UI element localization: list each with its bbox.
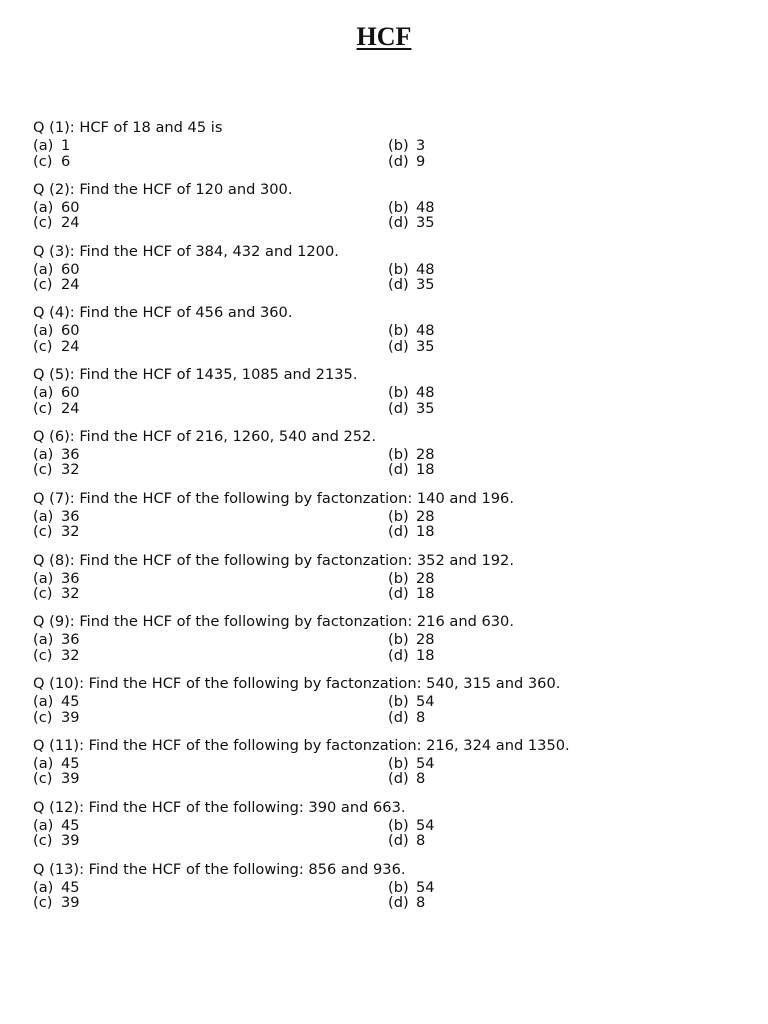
option-value: 36 xyxy=(61,631,80,649)
option-value: 24 xyxy=(61,276,80,294)
option-c xyxy=(33,277,80,293)
question-text: Q (10): Find the HCF of the following by factonzation: 540, 315 and 360. xyxy=(33,675,561,693)
option-label: (b) xyxy=(388,137,409,154)
option-row-cd xyxy=(33,524,753,540)
question-12 xyxy=(33,798,753,860)
option-c xyxy=(33,586,80,602)
option-row-cd xyxy=(33,710,753,726)
option-label: (c) xyxy=(33,770,53,788)
option-d xyxy=(388,833,425,849)
option-label: (c) xyxy=(33,894,53,912)
option-value: 39 xyxy=(61,770,80,788)
option-value: 39 xyxy=(61,708,80,726)
option-b xyxy=(388,632,435,648)
option-label: (d) xyxy=(388,523,409,541)
option-value: 35 xyxy=(416,276,435,294)
page-title-text: HCF xyxy=(356,22,412,51)
question-text: Q (3): Find the HCF of 384, 432 and 1200. xyxy=(33,242,339,260)
option-a xyxy=(33,694,80,710)
option-a xyxy=(33,509,80,525)
question-13 xyxy=(33,860,753,922)
question-5 xyxy=(33,365,753,427)
option-row-ab xyxy=(33,323,753,339)
option-label: (b) xyxy=(388,878,409,896)
option-d xyxy=(388,277,435,293)
option-value: 60 xyxy=(61,260,80,278)
question-2 xyxy=(33,180,753,242)
option-value: 18 xyxy=(416,585,435,603)
question-text: Q (9): Find the HCF of the following by factonzation: 216 and 630. xyxy=(33,613,514,631)
option-value: 32 xyxy=(61,585,80,603)
option-label: (c) xyxy=(33,523,53,541)
option-d xyxy=(388,524,435,540)
option-value: 60 xyxy=(61,198,80,216)
option-label: (b) xyxy=(388,816,409,834)
option-value: 8 xyxy=(416,708,426,726)
option-label: (b) xyxy=(388,322,409,340)
option-d xyxy=(388,401,435,417)
option-label: (c) xyxy=(33,585,53,603)
option-value: 48 xyxy=(416,384,435,402)
question-text: Q (11): Find the HCF of the following by factonzation: 216, 324 and 1350. xyxy=(33,736,570,754)
option-row-ab xyxy=(33,385,753,401)
option-value: 32 xyxy=(61,523,80,541)
question-6 xyxy=(33,427,753,489)
option-value: 36 xyxy=(61,445,80,463)
option-label: (c) xyxy=(33,214,53,232)
option-label: (b) xyxy=(388,384,409,402)
option-a xyxy=(33,385,80,401)
option-value: 24 xyxy=(61,214,80,232)
option-row-ab xyxy=(33,262,753,278)
option-label: (c) xyxy=(33,832,53,850)
option-row-ab xyxy=(33,880,753,896)
option-row-cd xyxy=(33,895,753,911)
option-value: 24 xyxy=(61,337,80,355)
option-d xyxy=(388,710,425,726)
option-a xyxy=(33,262,80,278)
option-b xyxy=(388,200,435,216)
option-row-cd xyxy=(33,586,753,602)
option-row-cd xyxy=(33,833,753,849)
question-3 xyxy=(33,242,753,304)
option-d xyxy=(388,339,435,355)
option-value: 28 xyxy=(416,569,435,587)
option-value: 32 xyxy=(61,461,80,479)
option-value: 18 xyxy=(416,646,435,664)
option-label: (d) xyxy=(388,832,409,850)
option-label: (c) xyxy=(33,337,53,355)
option-label: (c) xyxy=(33,646,53,664)
option-label: (b) xyxy=(388,507,409,525)
option-row-ab xyxy=(33,509,753,525)
option-label: (a) xyxy=(33,754,54,772)
option-label: (a) xyxy=(33,384,54,402)
option-b xyxy=(388,138,425,154)
option-value: 48 xyxy=(416,198,435,216)
option-a xyxy=(33,756,80,772)
option-value: 6 xyxy=(61,152,71,170)
option-value: 1 xyxy=(61,137,71,154)
option-b xyxy=(388,694,435,710)
option-label: (d) xyxy=(388,585,409,603)
option-value: 45 xyxy=(61,754,80,772)
option-row-cd xyxy=(33,215,753,231)
question-text: Q (1): HCF of 18 and 45 is xyxy=(33,119,223,136)
option-b xyxy=(388,262,435,278)
option-value: 24 xyxy=(61,399,80,417)
option-label: (a) xyxy=(33,137,54,154)
option-row-ab xyxy=(33,694,753,710)
option-d xyxy=(388,462,435,478)
option-b xyxy=(388,447,435,463)
option-label: (a) xyxy=(33,693,54,711)
question-text: Q (8): Find the HCF of the following by factonzation: 352 and 192. xyxy=(33,551,514,569)
option-label: (b) xyxy=(388,445,409,463)
question-9 xyxy=(33,612,753,674)
option-label: (d) xyxy=(388,152,409,170)
option-c xyxy=(33,462,80,478)
option-value: 39 xyxy=(61,832,80,850)
option-value: 9 xyxy=(416,152,426,170)
option-c xyxy=(33,710,80,726)
option-value: 28 xyxy=(416,631,435,649)
option-label: (a) xyxy=(33,198,54,216)
question-text: Q (12): Find the HCF of the following: 390 and 663. xyxy=(33,798,406,816)
question-10 xyxy=(33,674,753,736)
option-row-cd xyxy=(33,771,753,787)
option-label: (a) xyxy=(33,507,54,525)
option-value: 54 xyxy=(416,878,435,896)
option-b xyxy=(388,880,435,896)
option-value: 45 xyxy=(61,816,80,834)
question-text: Q (4): Find the HCF of 456 and 360. xyxy=(33,304,293,322)
option-c xyxy=(33,154,70,170)
option-value: 32 xyxy=(61,646,80,664)
option-label: (a) xyxy=(33,445,54,463)
option-d xyxy=(388,771,425,787)
option-label: (d) xyxy=(388,770,409,788)
option-row-cd xyxy=(33,339,753,355)
option-label: (a) xyxy=(33,631,54,649)
option-value: 39 xyxy=(61,894,80,912)
option-label: (d) xyxy=(388,214,409,232)
option-row-cd xyxy=(33,462,753,478)
option-a xyxy=(33,138,70,154)
option-label: (d) xyxy=(388,461,409,479)
option-c xyxy=(33,648,80,664)
option-value: 36 xyxy=(61,569,80,587)
option-c xyxy=(33,339,80,355)
question-4 xyxy=(33,303,753,365)
option-label: (a) xyxy=(33,260,54,278)
option-label: (a) xyxy=(33,878,54,896)
option-b xyxy=(388,323,435,339)
question-7 xyxy=(33,489,753,551)
option-label: (a) xyxy=(33,322,54,340)
option-label: (a) xyxy=(33,816,54,834)
option-b xyxy=(388,756,435,772)
option-value: 54 xyxy=(416,816,435,834)
option-label: (d) xyxy=(388,276,409,294)
question-8 xyxy=(33,551,753,613)
question-1 xyxy=(33,118,753,180)
option-label: (d) xyxy=(388,337,409,355)
question-text: Q (5): Find the HCF of 1435, 1085 and 2135. xyxy=(33,366,358,384)
option-label: (c) xyxy=(33,461,53,479)
option-label: (b) xyxy=(388,569,409,587)
option-label: (b) xyxy=(388,631,409,649)
option-label: (b) xyxy=(388,693,409,711)
option-value: 28 xyxy=(416,445,435,463)
option-label: (c) xyxy=(33,399,53,417)
option-a xyxy=(33,323,80,339)
option-row-cd xyxy=(33,401,753,417)
option-row-cd xyxy=(33,154,753,170)
option-value: 8 xyxy=(416,894,426,912)
option-label: (d) xyxy=(388,646,409,664)
option-row-ab xyxy=(33,756,753,772)
option-a xyxy=(33,880,80,896)
option-label: (c) xyxy=(33,708,53,726)
option-row-ab xyxy=(33,447,753,463)
option-row-ab xyxy=(33,571,753,587)
option-value: 45 xyxy=(61,693,80,711)
option-value: 48 xyxy=(416,322,435,340)
option-label: (d) xyxy=(388,399,409,417)
option-value: 18 xyxy=(416,461,435,479)
option-row-ab xyxy=(33,818,753,834)
option-label: (c) xyxy=(33,276,53,294)
option-row-ab xyxy=(33,632,753,648)
option-label: (d) xyxy=(388,894,409,912)
option-value: 54 xyxy=(416,693,435,711)
option-value: 35 xyxy=(416,214,435,232)
option-d xyxy=(388,586,435,602)
option-c xyxy=(33,833,80,849)
option-value: 60 xyxy=(61,384,80,402)
option-value: 3 xyxy=(416,137,426,154)
option-label: (d) xyxy=(388,708,409,726)
option-row-ab xyxy=(33,138,753,154)
option-value: 8 xyxy=(416,770,426,788)
option-value: 35 xyxy=(416,399,435,417)
question-list xyxy=(33,118,753,921)
question-11 xyxy=(33,736,753,798)
option-value: 18 xyxy=(416,523,435,541)
option-a xyxy=(33,200,80,216)
option-b xyxy=(388,571,435,587)
option-d xyxy=(388,215,435,231)
option-label: (b) xyxy=(388,260,409,278)
question-text: Q (7): Find the HCF of the following by factonzation: 140 and 196. xyxy=(33,489,514,507)
option-label: (c) xyxy=(33,152,53,170)
option-row-cd xyxy=(33,277,753,293)
option-c xyxy=(33,895,80,911)
option-b xyxy=(388,818,435,834)
option-b xyxy=(388,509,435,525)
question-text: Q (13): Find the HCF of the following: 856 and 936. xyxy=(33,860,406,878)
option-value: 45 xyxy=(61,878,80,896)
option-label: (a) xyxy=(33,569,54,587)
option-value: 28 xyxy=(416,507,435,525)
page-title xyxy=(0,22,768,52)
option-value: 36 xyxy=(61,507,80,525)
option-c xyxy=(33,524,80,540)
option-c xyxy=(33,215,80,231)
option-a xyxy=(33,571,80,587)
option-c xyxy=(33,771,80,787)
option-a xyxy=(33,818,80,834)
option-value: 8 xyxy=(416,832,426,850)
question-text: Q (6): Find the HCF of 216, 1260, 540 and 252. xyxy=(33,427,377,445)
option-value: 48 xyxy=(416,260,435,278)
option-row-ab xyxy=(33,200,753,216)
question-text: Q (2): Find the HCF of 120 and 300. xyxy=(33,180,293,198)
option-b xyxy=(388,385,435,401)
option-d xyxy=(388,895,425,911)
option-value: 35 xyxy=(416,337,435,355)
option-c xyxy=(33,401,80,417)
option-d xyxy=(388,154,425,170)
option-row-cd xyxy=(33,648,753,664)
option-value: 54 xyxy=(416,754,435,772)
option-value: 60 xyxy=(61,322,80,340)
option-a xyxy=(33,447,80,463)
option-label: (b) xyxy=(388,198,409,216)
option-label: (b) xyxy=(388,754,409,772)
option-a xyxy=(33,632,80,648)
option-d xyxy=(388,648,435,664)
